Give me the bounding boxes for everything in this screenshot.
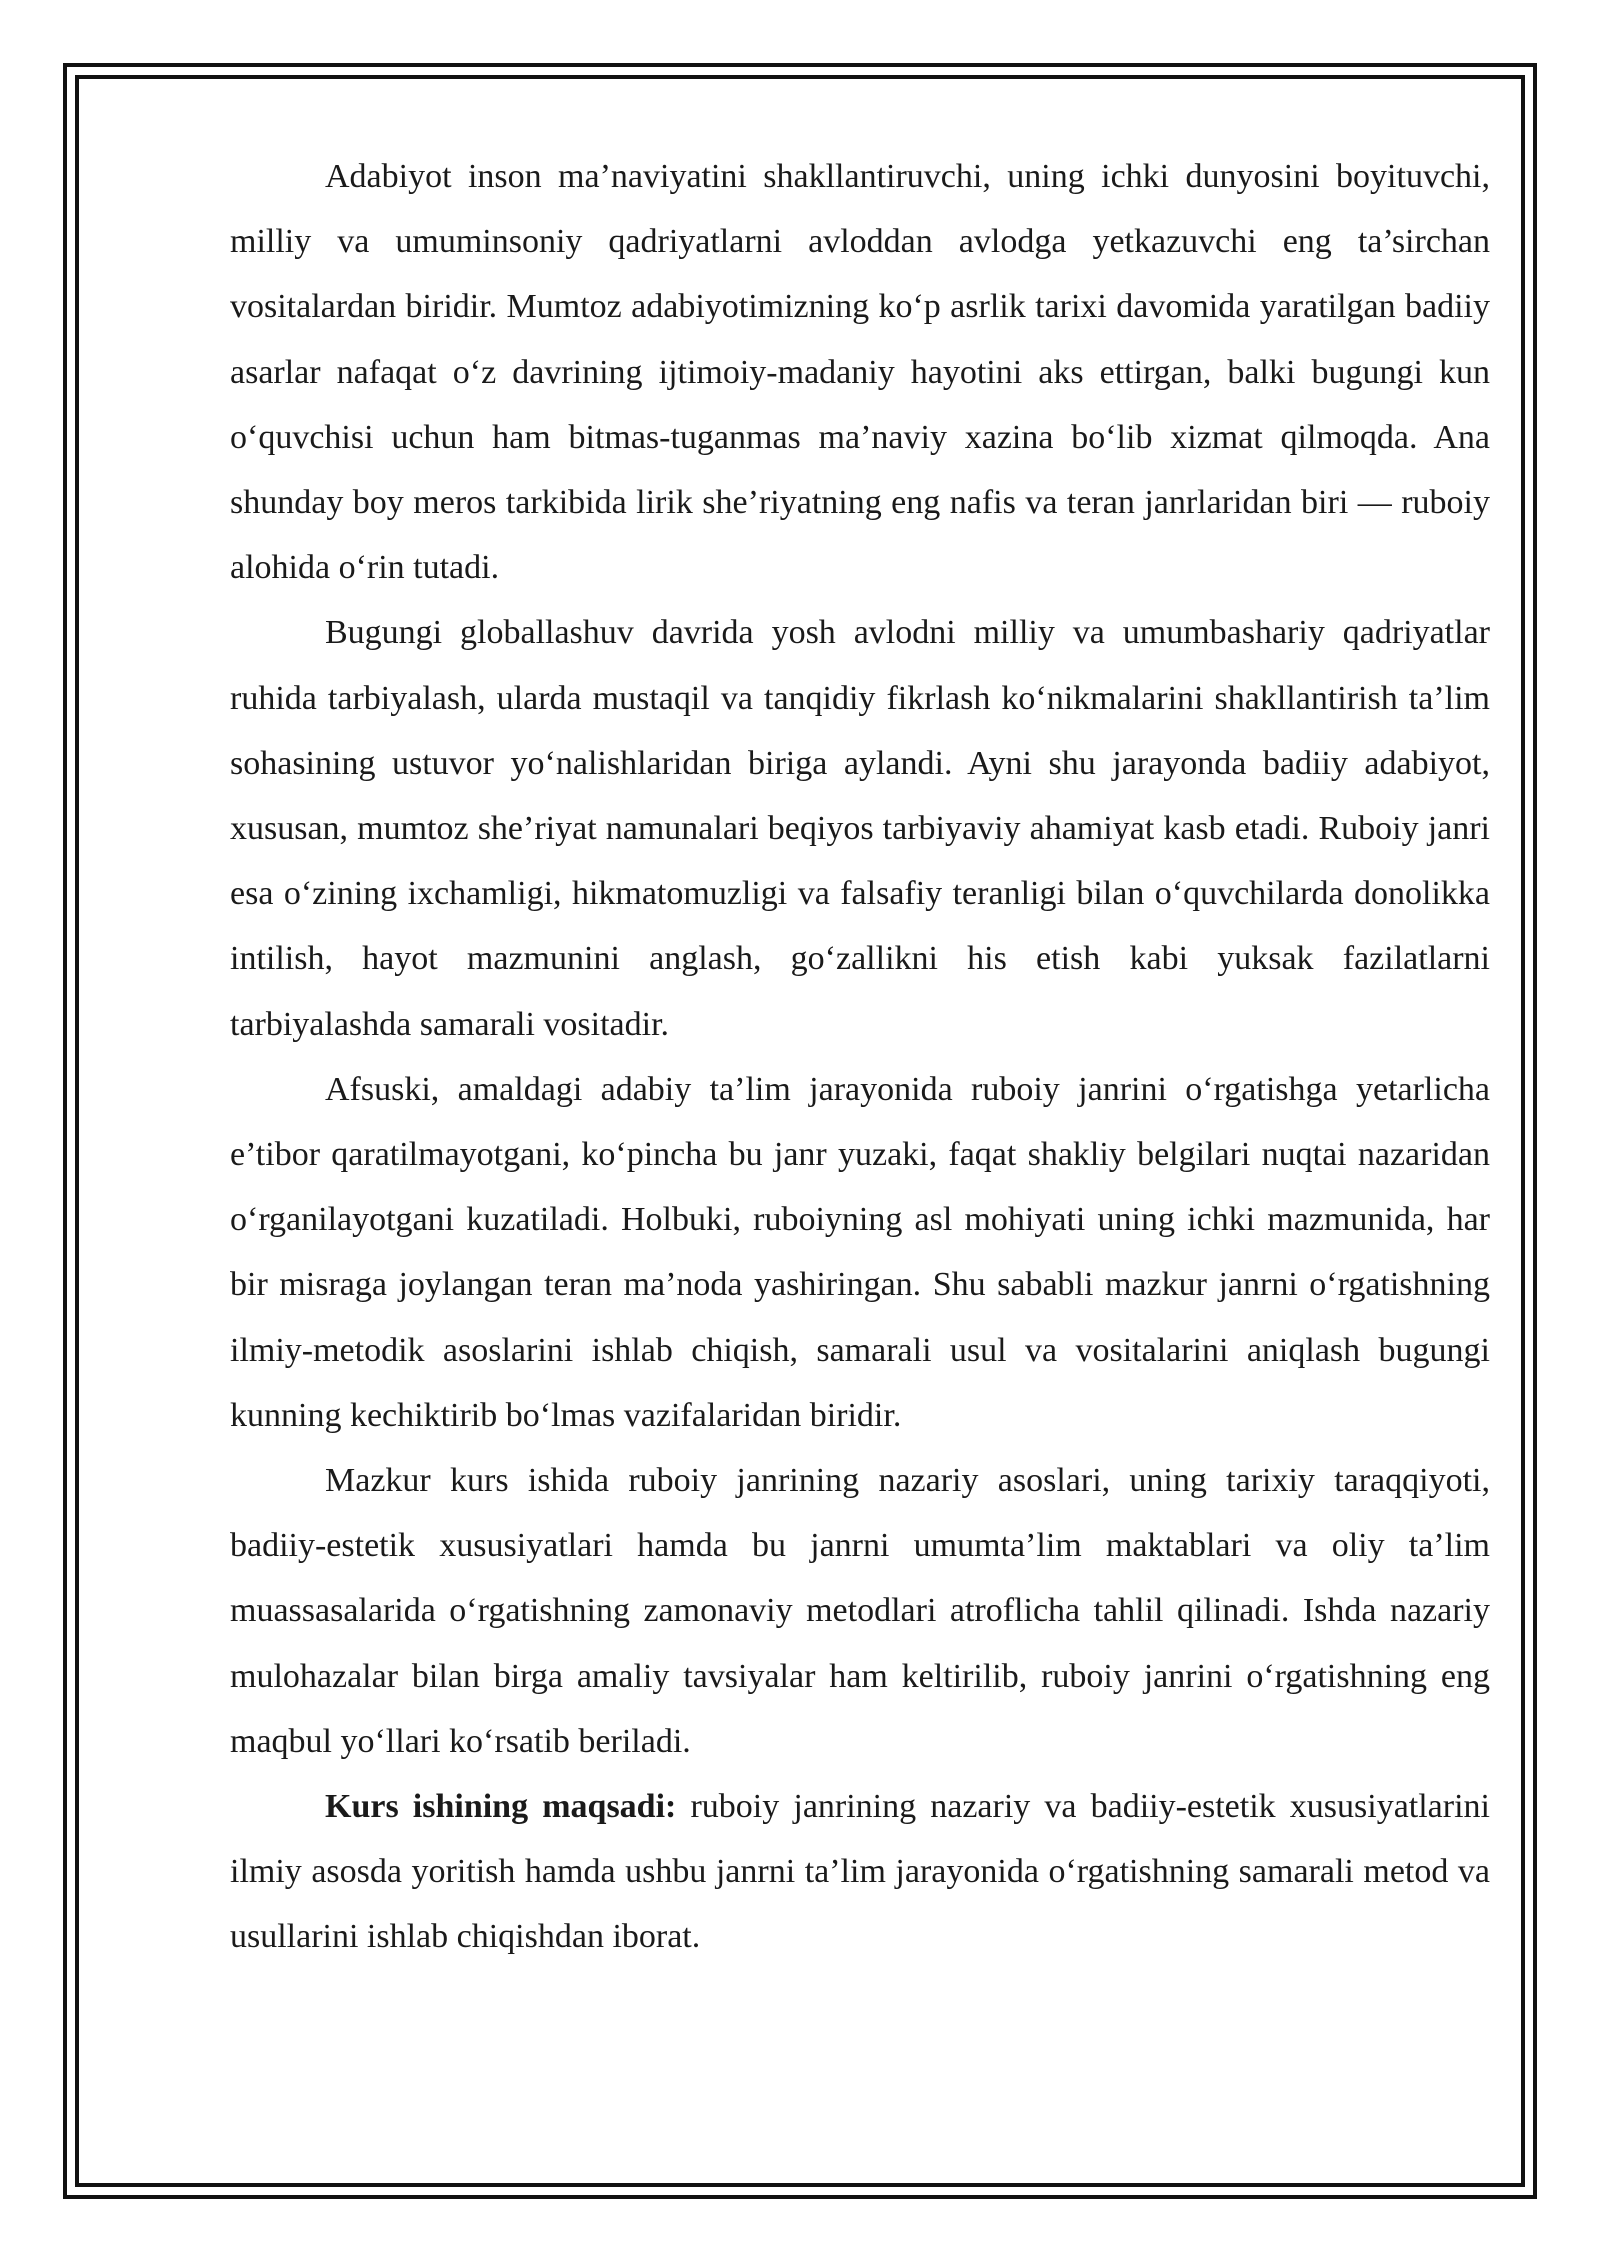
paragraph-relevance: Bugungi globallashuv davrida yosh avlodni milliy va umumbashariy qadriyatlar ruhida tarbiyalash, ularda mustaqil va tanqidiy fikrlash ko‘nikmalarini shakllantirish ta’lim sohasining ustuvor yo‘nalishlaridan biriga aylandi. Ayni shu jarayonda badiiy adabiyot, xususan, mumtoz she’riyat namunalari beqiyos tarbiyaviy ahamiyat kasb etadi. Ruboiy janri esa o‘zining ixchamligi, hikmatomuzligi va falsafiy teranligi bilan o‘quvchilarda donolikka intilish, hayot mazmunini anglash, go‘zallikni his etish kabi yuksak fazilatlarni tarbiyalashda samarali vositadir. [230, 614, 1490, 1043]
goal-text: ruboiy janrining nazariy va badiiy-estetik xususiyatlarini ilmiy asosda yoritish hamda ushbu janrni ta’lim jarayonida o‘rgatishning samarali metod va usullarini ishlab chiqishdan iborat. [230, 1788, 1490, 1956]
document-body [230, 144, 1490, 1970]
paragraph-problem: Afsuski, amaldagi adabiy ta’lim jarayonida ruboiy janrini o‘rgatishga yetarlicha e’tibor qaratilmayotgani, ko‘pincha bu janr yuzaki, faqat shakliy belgilari nuqtai nazaridan o‘rganilayotgani kuzatiladi. Holbuki, ruboiyning asl mohiyati uning ichki mazmunida, har bir misraga joylangan teran ma’noda yashiringan. Shu sababli mazkur janrni o‘rgatishning ilmiy-metodik asoslarini ishlab chiqish, samarali usul va vositalarini aniqlash bugungi kunning kechiktirib bo‘lmas vazifalaridan biridir. [230, 1070, 1490, 1434]
goal-heading: Kurs ishining maqsadi: [325, 1788, 677, 1826]
paragraph-introduction: Adabiyot inson ma’naviyatini shakllantiruvchi, uning ichki dunyosini boyituvchi, milliy va umuminsoniy qadriyatlarni avloddan avlodga yetkazuvchi eng ta’sirchan vositalardan biridir. Mumtoz adabiyotimizning ko‘p asrlik tarixi davomida yaratilgan badiiy asarlar nafaqat o‘z davrining ijtimoiy-madaniy hayotini aks ettirgan, balki bugungi kun o‘quvchisi uchun ham bitmas-tuganmas ma’naviy xazina bo‘lib xizmat qilmoqda. Ana shunday boy meros tarkibida lirik she’riyatning eng nafis va teran janrlaridan biri — ruboiy alohida o‘rin tutadi. [230, 158, 1490, 587]
paragraph-goal [230, 1774, 1490, 1970]
paragraph-scope: Mazkur kurs ishida ruboiy janrining nazariy asoslari, uning tarixiy taraqqiyoti, badiiy-estetik xususiyatlari hamda bu janrni umumta’lim maktablari va oliy ta’lim muassasalarida o‘rgatishning zamonaviy metodlari atroflicha tahlil qilinadi. Ishda nazariy mulohazalar bilan birga amaliy tavsiyalar ham keltirilib, ruboiy janrini o‘rgatishning eng maqbul yo‘llari ko‘rsatib beriladi. [230, 1462, 1490, 1760]
